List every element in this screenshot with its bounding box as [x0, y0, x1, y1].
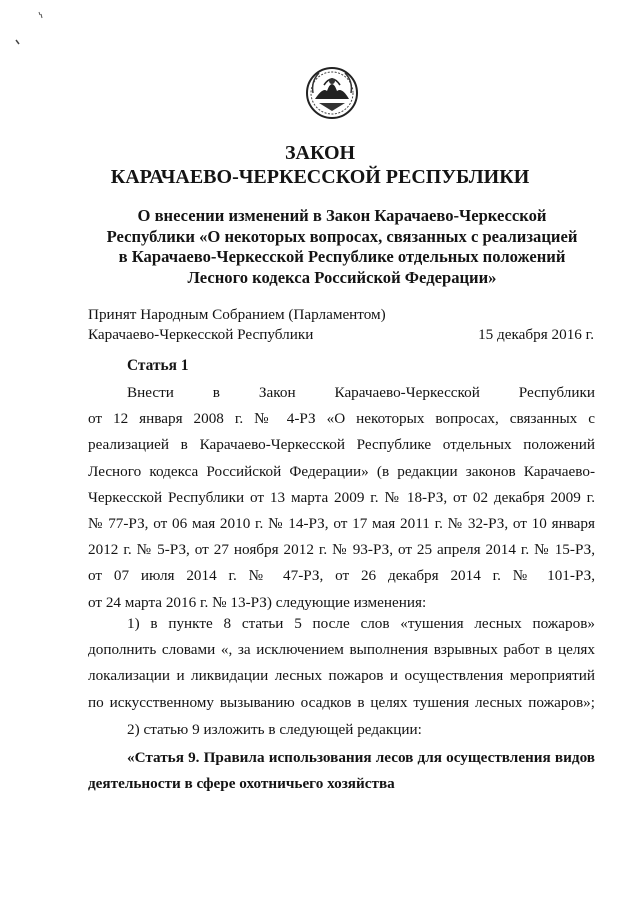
- article-heading: Статья 1: [127, 357, 189, 374]
- subject-line: в Карачаево-Черкесской Республике отдельных положений: [118, 247, 566, 266]
- text-line: деятельности в сфере охотничьего хозяйства: [88, 775, 395, 793]
- paragraph-amendments-intro: [88, 380, 595, 616]
- text-line: 1) в пункте 8 статьи 5 после слов «тушения лесных пожаров»: [127, 615, 595, 632]
- adoption-date: 15 декабря 2016 г.: [478, 326, 594, 343]
- coat-of-arms-emblem: [305, 63, 359, 123]
- paragraph-article-9-heading: [88, 745, 595, 797]
- scan-marks: [10, 6, 50, 46]
- adopted-by-line: Принят Народным Собранием (Парламентом): [88, 306, 386, 323]
- subject-line: Республики «О некоторых вопросах, связанных с реализацией: [106, 226, 578, 246]
- text-line: Черкесской Республики от 13 марта 2009 г. № 18-РЗ, от 02 декабря 2009 г.: [88, 488, 595, 506]
- adoption-row: [88, 325, 594, 345]
- adoption-block: [88, 305, 594, 345]
- text-line: от 07 июля 2014 г. № 47-РЗ, от 26 декабря 2014 г. № 101-РЗ,: [88, 567, 595, 585]
- text-line: реализацией в Карачаево-Черкесской Республике отдельных положений: [88, 436, 595, 454]
- subject-line: О внесении изменений в Закон Карачаево-Черкесской: [137, 206, 547, 225]
- text-line: № 77-РЗ, от 06 мая 2010 г. № 14-РЗ, от 17 мая 2011 г. № 32-РЗ, от 10 января: [88, 514, 595, 532]
- text-line: Внести в Закон Карачаево-Черкесской Республики: [127, 384, 595, 401]
- text-line: локализации и ликвидации лесных пожаров и осуществления мероприятий: [88, 667, 595, 685]
- text-line: Лесного кодекса Российской Федерации» (в редакции законов Карачаево-: [88, 462, 595, 480]
- text-line: по искусственному вызыванию осадков в целях тушения лесных пожаров»;: [88, 693, 595, 711]
- paragraph-item-1: [88, 611, 595, 716]
- subject-line: Лесного кодекса Российской Федерации»: [187, 267, 497, 287]
- text-line: 2012 г. № 5-РЗ, от 27 ноября 2012 г. № 93-РЗ, от 25 апреля 2014 г. № 15-РЗ,: [88, 541, 595, 559]
- text-line: «Статья 9. Правила использования лесов для осуществления видов: [127, 749, 595, 766]
- paragraph-item-2: [88, 717, 595, 743]
- text-line: 2) статью 9 изложить в следующей редакции:: [127, 721, 422, 738]
- text-line: дополнить словами «, за исключением выполнения взрывных работ в целях: [88, 641, 595, 659]
- text-line: от 24 марта 2016 г. № 13-РЗ) следующие изменения:: [88, 593, 427, 611]
- text-line: от 12 января 2008 г. № 4-РЗ «О некоторых вопросах, связанных с: [88, 410, 595, 428]
- law-subject-heading: [88, 206, 596, 288]
- law-title: ЗАКОН: [284, 142, 356, 164]
- republic-title: КАРАЧАЕВО-ЧЕРКЕССКОЙ РЕСПУБЛИКИ: [110, 166, 530, 188]
- adopted-by-republic: Карачаево-Черкесской Республики: [88, 326, 314, 343]
